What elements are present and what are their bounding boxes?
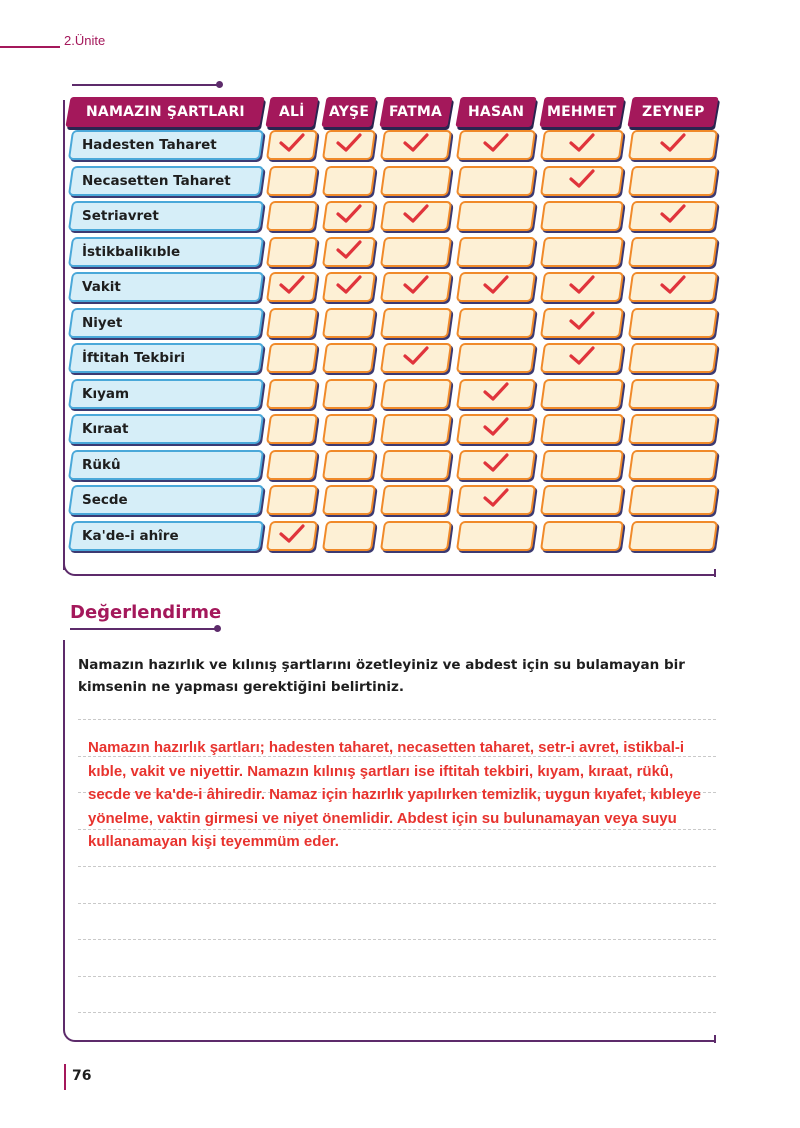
checkmark-icon <box>659 274 687 296</box>
checkmark-icon <box>335 274 363 296</box>
check-cell[interactable] <box>456 343 536 373</box>
evaluation-frame-left <box>63 640 65 1028</box>
checkmark-icon <box>335 203 363 225</box>
condition-name-cell <box>68 450 264 480</box>
evaluation-frame-corner <box>63 1026 77 1042</box>
check-cell[interactable] <box>628 343 718 373</box>
check-cell[interactable] <box>628 166 718 196</box>
check-cell[interactable] <box>456 201 536 231</box>
answer-line <box>78 903 716 904</box>
header-ali <box>265 97 318 127</box>
check-cell[interactable] <box>380 237 452 267</box>
check-cell[interactable] <box>322 166 376 196</box>
check-cell[interactable] <box>628 450 718 480</box>
header-ali-label: ALİ <box>279 104 305 120</box>
check-cell[interactable] <box>540 379 624 409</box>
header-zeynep <box>627 97 718 127</box>
check-cell[interactable] <box>380 166 452 196</box>
check-cell[interactable] <box>266 450 318 480</box>
checkmark-icon <box>482 381 510 403</box>
check-cell[interactable] <box>380 379 452 409</box>
check-cell[interactable] <box>628 308 718 338</box>
check-cell[interactable] <box>266 343 318 373</box>
checkmark-icon <box>482 416 510 438</box>
check-cell[interactable] <box>322 521 376 551</box>
condition-name: İftitah Tekbiri <box>82 350 185 366</box>
check-cell[interactable] <box>540 450 624 480</box>
checkmark-icon <box>482 132 510 154</box>
check-cell[interactable] <box>628 237 718 267</box>
condition-name: Secde <box>82 492 128 508</box>
evaluation-title-dot <box>214 625 221 632</box>
unit-label: 2.Ünite <box>64 33 106 48</box>
check-cell[interactable] <box>380 450 452 480</box>
check-cell[interactable] <box>456 237 536 267</box>
check-cell[interactable] <box>322 379 376 409</box>
answer-line <box>78 719 716 720</box>
check-cell[interactable] <box>266 237 318 267</box>
checkmark-icon <box>659 132 687 154</box>
condition-name: Vakit <box>82 279 121 295</box>
check-cell[interactable] <box>266 379 318 409</box>
evaluation-question: Namazın hazırlık ve kılınış şartlarını özetleyiniz ve abdest için su bulamayan bir kimsenin ne yapması gerektiğini belirtiniz. <box>78 657 685 695</box>
condition-name: Setriavret <box>82 208 159 224</box>
check-cell[interactable] <box>540 414 624 444</box>
unit-header-line <box>0 46 60 48</box>
condition-name-cell <box>68 521 264 551</box>
condition-name-cell <box>68 130 264 160</box>
checkmark-icon <box>278 523 306 545</box>
check-cell[interactable] <box>628 485 718 515</box>
condition-name: Kıyam <box>82 386 130 402</box>
condition-name-cell <box>68 379 264 409</box>
check-cell[interactable] <box>322 485 376 515</box>
condition-name: Ka'de-i ahîre <box>82 528 179 544</box>
handwritten-answer[interactable]: Namazın hazırlık şartları; hadesten taharet, necasetten taharet, setr-i avret, istikbal-i kıble, vakit ve niyettir. Namazın kılınış şartları ise iftitah tekbiri, kıyam, kıraat, rükû, secde ve ka'de-i âhiredir. Namaz için hazırlık yapılırken temizlik, uygun kıyafet, kıbleye yönelme, vaktin girmesi ve niyet önemlidir. Abdest için su bulunamayan veya suyu kullanamayan kişi teyemmüm eder. <box>88 739 701 850</box>
checkmark-icon <box>402 132 430 154</box>
evaluation-title-line <box>70 628 218 630</box>
check-cell[interactable] <box>322 414 376 444</box>
header-zeynep-label: ZEYNEP <box>641 104 705 120</box>
answer-line <box>78 939 716 940</box>
checkmark-icon <box>482 274 510 296</box>
condition-name: Necasetten Taharet <box>82 173 231 189</box>
condition-name-cell <box>68 201 264 231</box>
header-hasan <box>455 97 536 127</box>
checkmark-icon <box>402 345 430 367</box>
header-ayse-label: AYŞE <box>328 104 370 120</box>
header-hasan-label: HASAN <box>467 104 525 120</box>
header-conditions <box>65 97 264 127</box>
check-cell[interactable] <box>380 521 452 551</box>
header-fatma-label: FATMA <box>389 104 443 120</box>
condition-name-cell <box>68 485 264 515</box>
check-cell[interactable] <box>380 414 452 444</box>
check-cell[interactable] <box>540 485 624 515</box>
table-frame-bottom <box>76 574 716 576</box>
check-cell[interactable] <box>380 485 452 515</box>
condition-name: Rükû <box>82 457 121 473</box>
check-cell[interactable] <box>628 379 718 409</box>
answer-line <box>78 866 716 867</box>
checkmark-icon <box>568 132 596 154</box>
checkmark-icon <box>659 203 687 225</box>
check-cell[interactable] <box>266 201 318 231</box>
checkmark-icon <box>568 345 596 367</box>
checkmark-icon <box>568 168 596 190</box>
check-cell[interactable] <box>322 450 376 480</box>
answer-line <box>78 1012 716 1013</box>
table-frame-left <box>63 100 65 570</box>
header-mehmet-label: MEHMET <box>547 104 617 120</box>
check-cell[interactable] <box>322 343 376 373</box>
checkmark-icon <box>482 487 510 509</box>
table-frame-top <box>72 84 220 86</box>
check-cell[interactable] <box>456 308 536 338</box>
checkmark-icon <box>568 274 596 296</box>
condition-name-cell <box>68 237 264 267</box>
check-cell[interactable] <box>266 414 318 444</box>
checkmark-icon <box>335 132 363 154</box>
header-ayse <box>321 97 376 127</box>
condition-name: İstikbalikıble <box>82 244 181 260</box>
header-mehmet <box>539 97 624 127</box>
header-conditions-label: NAMAZIN ŞARTLARI <box>85 104 245 120</box>
check-cell[interactable] <box>266 485 318 515</box>
condition-name-cell <box>68 343 264 373</box>
check-cell[interactable] <box>456 521 536 551</box>
condition-name: Kıraat <box>82 421 129 437</box>
header-fatma <box>379 97 452 127</box>
page-number: 76 <box>72 1068 92 1084</box>
condition-name-cell <box>68 272 264 302</box>
checkmark-icon <box>335 239 363 261</box>
evaluation-title: Değerlendirme <box>70 602 222 623</box>
check-cell[interactable] <box>540 201 624 231</box>
condition-name: Niyet <box>82 315 123 331</box>
table-frame-corner <box>63 560 77 576</box>
condition-name: Hadesten Taharet <box>82 137 217 153</box>
checkmark-icon <box>482 452 510 474</box>
checkmark-icon <box>568 310 596 332</box>
checkmark-icon <box>402 274 430 296</box>
checkmark-icon <box>278 274 306 296</box>
check-cell[interactable] <box>380 308 452 338</box>
answer-line <box>78 976 716 977</box>
check-cell[interactable] <box>540 521 624 551</box>
check-cell[interactable] <box>322 308 376 338</box>
evaluation-frame-bottom <box>76 1040 716 1042</box>
check-cell[interactable] <box>540 237 624 267</box>
table-frame-end <box>714 569 716 577</box>
check-cell[interactable] <box>266 166 318 196</box>
check-cell[interactable] <box>266 308 318 338</box>
condition-name-cell <box>68 308 264 338</box>
table-frame-dot <box>216 81 223 88</box>
condition-name-cell <box>68 414 264 444</box>
check-cell[interactable] <box>628 414 718 444</box>
checkmark-icon <box>278 132 306 154</box>
check-cell[interactable] <box>628 521 718 551</box>
evaluation-frame-end <box>714 1035 716 1043</box>
check-cell[interactable] <box>456 166 536 196</box>
condition-name-cell <box>68 166 264 196</box>
page-number-bar <box>64 1064 66 1090</box>
checkmark-icon <box>402 203 430 225</box>
